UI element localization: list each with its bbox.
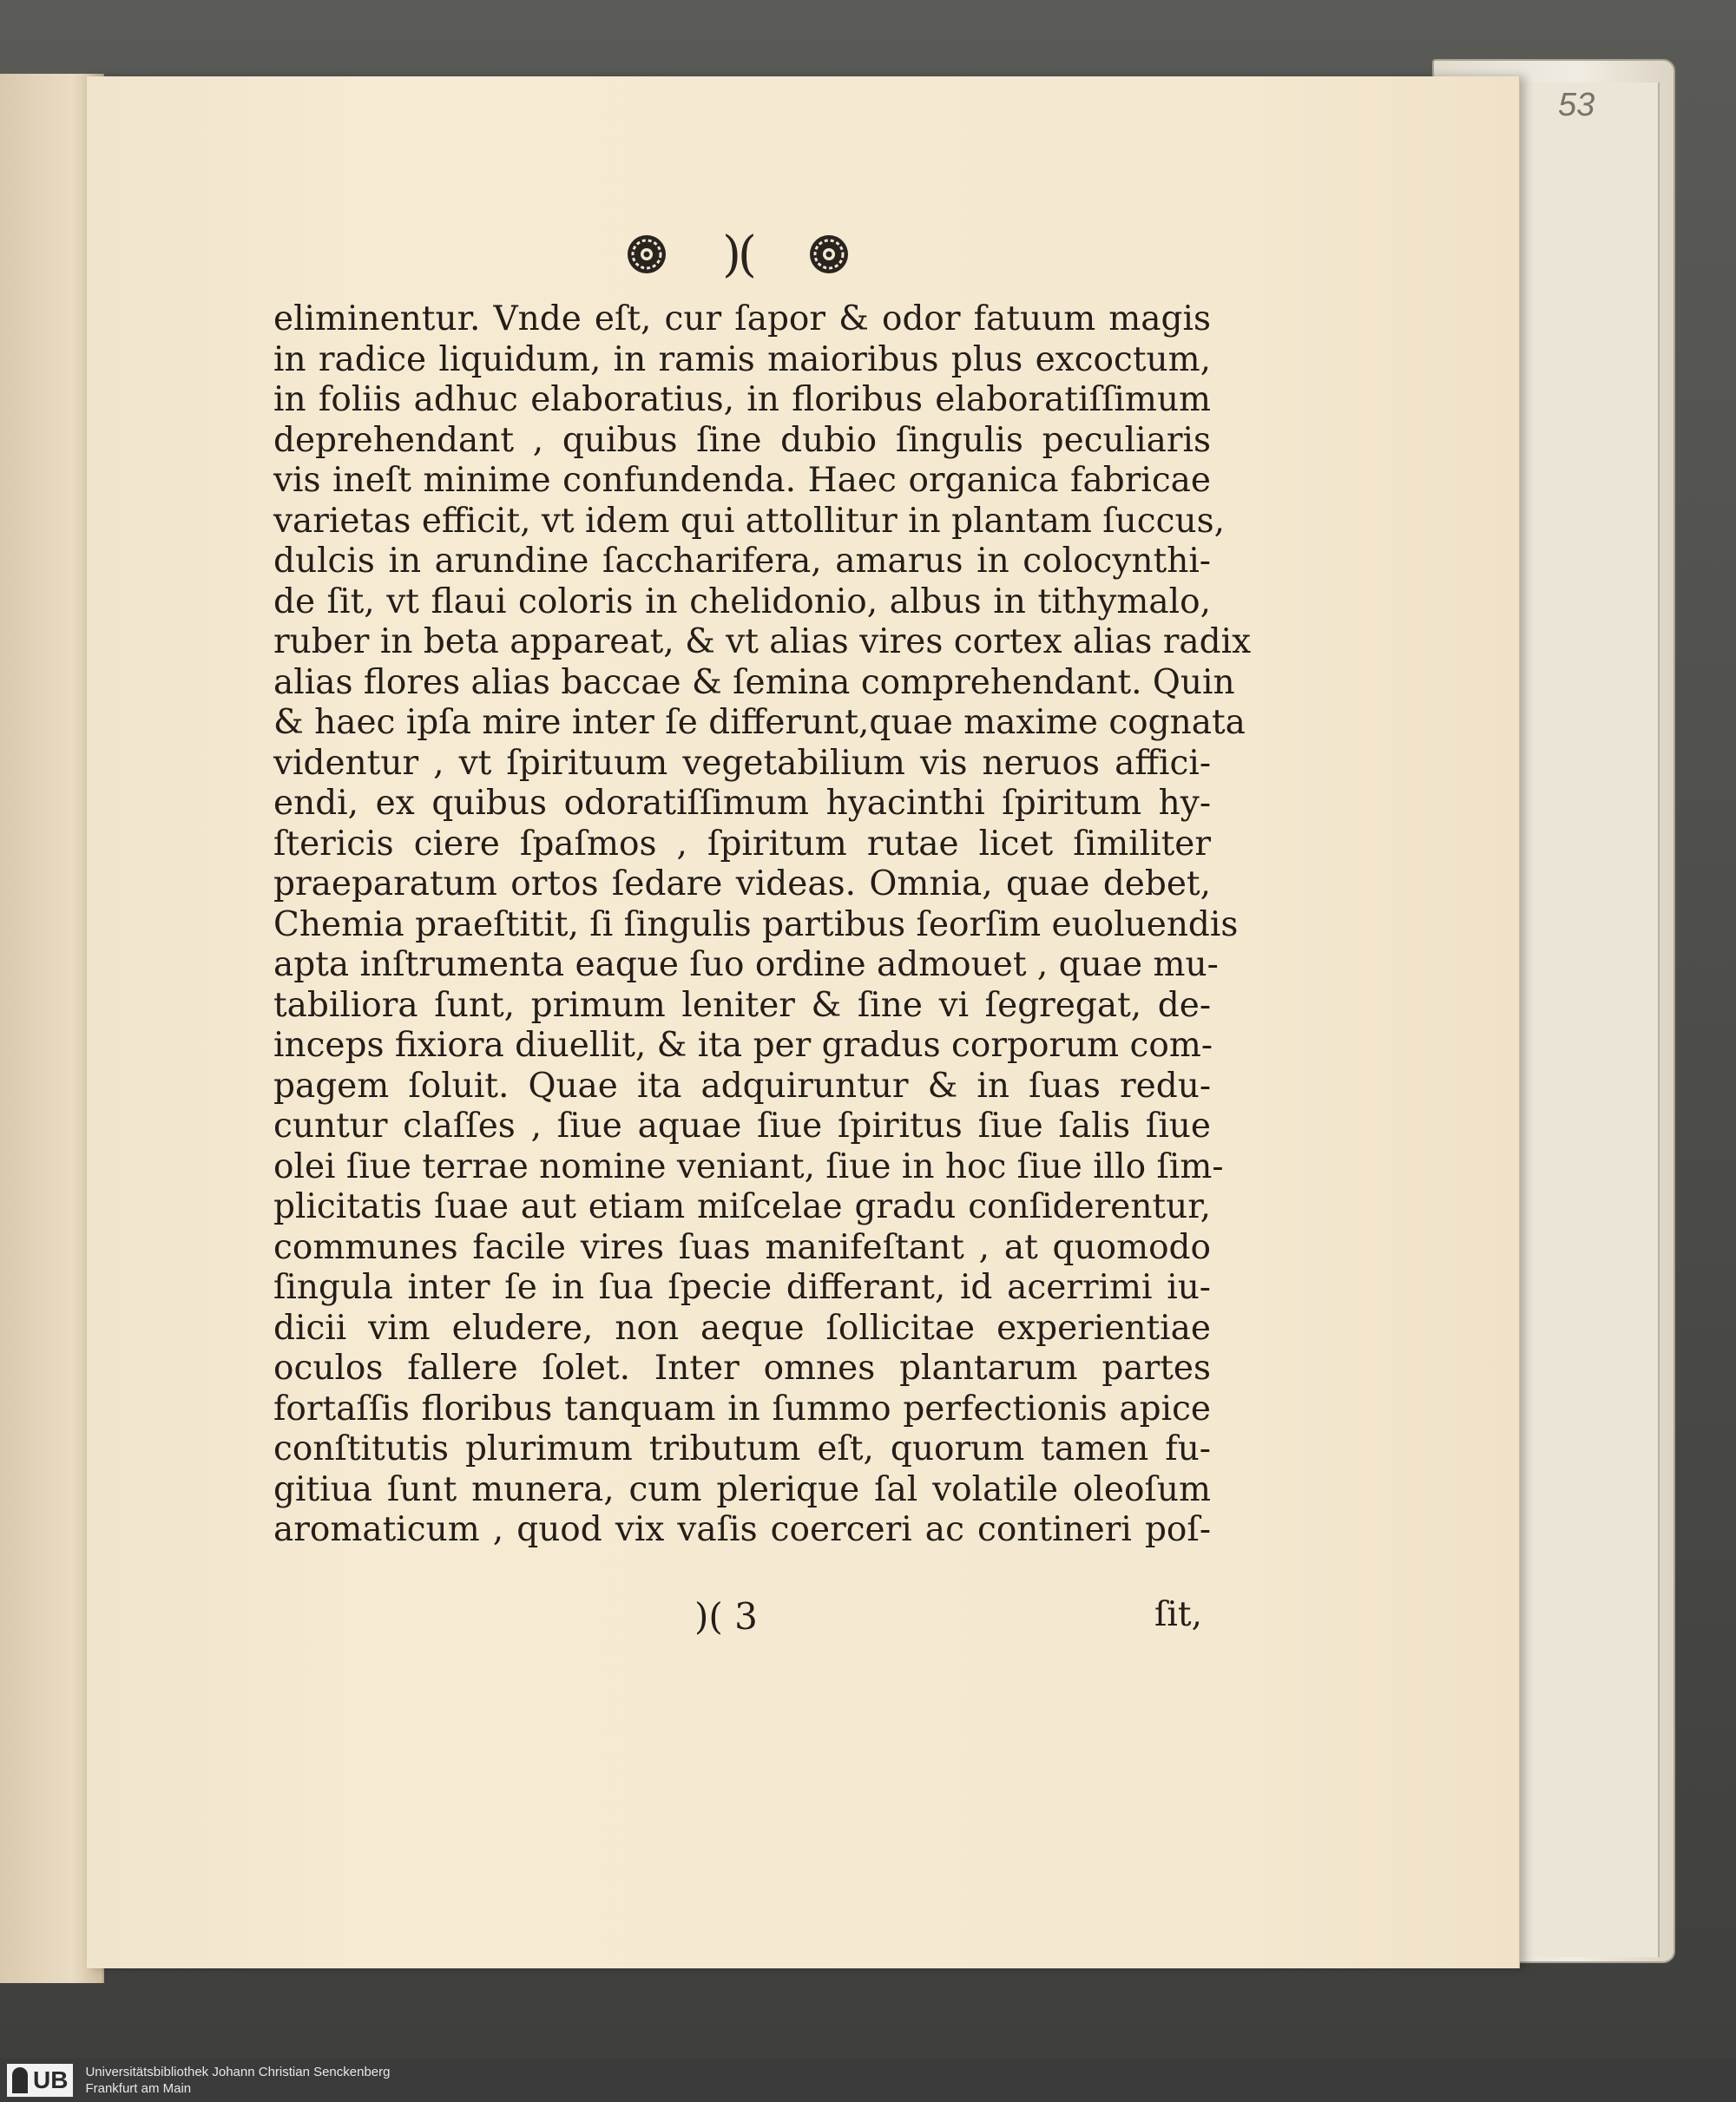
text-line: cuntur claſſes , ſiue aquae ſiue ſpiritus ſiue ſalis ſiue [273, 1107, 1211, 1146]
body-text [273, 299, 1252, 1551]
text-line: Chemia praeſtitit, ſi ſingulis partibus ſeorſim euoluendis [273, 904, 1239, 944]
text-line: gitiua ſunt munera, cum plerique ſal volatile oleoſum [273, 1469, 1211, 1509]
rosette-right-icon [807, 233, 851, 276]
text-line: in radice liquidum, in ramis maioribus plus excoctum, [273, 339, 1211, 379]
rosette-left-icon [625, 233, 668, 276]
text-line: olei ſiue terrae nomine veniant, ſiue in hoc ſiue illo ſim- [273, 1146, 1224, 1186]
text-line: tabiliora ſunt, primum leniter & ſine vi ſegregat, de- [273, 985, 1211, 1025]
text-line: plicitatis ſuae aut etiam miſcelae gradu conſiderentur, [273, 1187, 1211, 1226]
text-line: vis ineſt minime confundenda. Haec organica fabricae [273, 461, 1211, 500]
text-line: communes facile vires ſuas manifeſtant , at quomodo [273, 1227, 1211, 1267]
text-line: videntur , vt ſpirituum vegetabilium vis neruos affici- [273, 743, 1211, 783]
text-line: conſtitutis plurimum tributum eſt, quorum tamen fu- [273, 1429, 1211, 1468]
text-line: praeparatum ortos ſedare videas. Omnia, quae debet, [273, 864, 1211, 903]
library-name: Universitätsbibliothek Johann Christian Senckenberg [85, 2065, 391, 2079]
text-line: eliminentur. Vnde eſt, cur ſapor & odor fatuum magis [273, 299, 1211, 338]
text-line: in foliis adhuc elaboratius, in floribus elaboratiſſimum [273, 380, 1211, 419]
library-credit [85, 2064, 390, 2097]
text-line: dulcis in arundine ſaccharifera, amarus in colocynthi- [273, 542, 1211, 581]
folio-number-53: 53 [1558, 87, 1595, 123]
text-line: inceps fixiora diuellit, & ita per gradus corporum com- [273, 1026, 1213, 1065]
text-line: oculos fallere ſolet. Inter omnes plantarum partes [273, 1349, 1211, 1388]
text-line: aromaticum , quod vix vaſis coerceri ac contineri poſ- [273, 1510, 1211, 1549]
text-line: pagem ſoluit. Quae ita adquiruntur & in ſuas redu- [273, 1066, 1211, 1106]
catchword: ſit, [1154, 1595, 1202, 1634]
text-line: endi, ex quibus odoratiſſimum hyacinthi ſpiritum hy- [273, 784, 1211, 823]
text-line: de ſit, vt flaui coloris in chelidonio, albus in tithymalo, [273, 581, 1211, 621]
portrait-icon [12, 2067, 28, 2093]
page-header-ornament [625, 224, 851, 285]
text-line: varietas efficit, vt idem qui attollitur in plantam ſuccus, [273, 501, 1225, 541]
text-line: ſingula inter ſe in ſua ſpecie differant, id acerrimi iu- [273, 1268, 1211, 1307]
text-line: fortaſſis floribus tanquam in ſummo perfectionis apice [273, 1389, 1211, 1429]
text-line: deprehendant , quibus ſine dubio ſingulis peculiaris [273, 420, 1211, 460]
text-line: apta inſtrumenta eaque ſuo ordine admouet , quae mu- [273, 945, 1219, 984]
library-city: Frankfurt am Main [85, 2081, 192, 2096]
ub-logo [7, 2064, 73, 2097]
ub-logo-text: UB [33, 2066, 69, 2093]
text-line: & haec ipſa mire inter ſe differunt,quae maxime cognata [273, 703, 1246, 742]
library-footer-bar [0, 2059, 1736, 2102]
text-line: dicii vim eludere, non aeque ſollicitae experientiae [273, 1308, 1211, 1348]
header-mark: )( [722, 226, 753, 283]
text-line: ruber in beta appareat, & vt alias vires cortex alias radix [273, 622, 1252, 661]
signature-mark: )( 3 [694, 1595, 758, 1638]
text-line: alias flores alias baccae & ſemina comprehendant. Quin [273, 662, 1235, 702]
text-line: ſtericis ciere ſpaſmos , ſpiritum rutae licet ſimiliter [273, 824, 1211, 864]
